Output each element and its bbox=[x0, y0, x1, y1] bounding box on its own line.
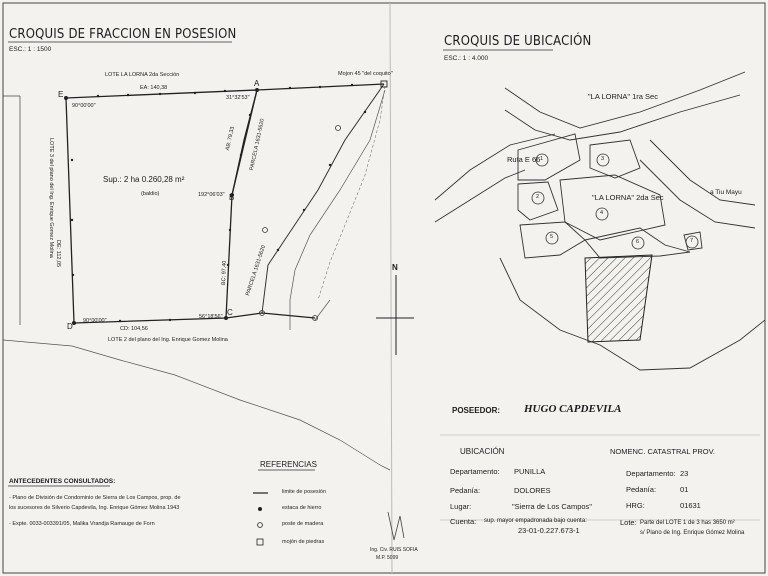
iron-stakes bbox=[64, 84, 366, 325]
ruta-label: Ruta E 66 bbox=[507, 155, 541, 164]
cuenta-num: 23-01-0.227.673-1 bbox=[518, 526, 580, 535]
right-title: CROQUIS DE UBICACIÓN bbox=[444, 34, 592, 49]
north-label: N bbox=[392, 263, 398, 272]
lot-6: 6 bbox=[636, 239, 640, 245]
baldio-label: (baldio) bbox=[141, 191, 160, 197]
tiu-label: a Tiu Mayu bbox=[710, 189, 742, 196]
lot-1: 1 bbox=[540, 156, 544, 162]
lot-2: 2 bbox=[536, 194, 540, 200]
lot-3: 3 bbox=[601, 156, 605, 162]
center-fold bbox=[390, 3, 392, 573]
right-scale: ESC.: 1 : 4.000 bbox=[444, 55, 489, 62]
referencias-title: REFERENCIAS bbox=[260, 460, 317, 469]
angle-c: 56°18'56" bbox=[199, 314, 223, 320]
signature-mark bbox=[388, 512, 404, 540]
nom-k0: Departamento: bbox=[626, 469, 676, 478]
north-arrow-icon bbox=[376, 275, 414, 355]
ubic-k2: Lugar: bbox=[450, 502, 472, 511]
ref-item-1: estaca de hierro bbox=[282, 505, 322, 511]
wooden-posts bbox=[260, 126, 341, 321]
lote-text: Parte del LOTE 1 de 3 has 3650 m² bbox=[640, 520, 735, 526]
vertex-b: B bbox=[229, 193, 235, 202]
south-lote-label: LOTE 2 del plano del Ing. Enrique Gomez Molina bbox=[108, 337, 228, 343]
poseedor-label: POSEEDOR: bbox=[452, 406, 501, 415]
side-ab: AB: 79,33 bbox=[225, 126, 236, 152]
lorna1-label: "LA LORNA" 1ra Sec bbox=[588, 92, 658, 101]
post-fence bbox=[262, 84, 384, 313]
vertex-e: E bbox=[58, 90, 64, 99]
ubic-v0: PUNILLA bbox=[514, 467, 546, 476]
nom-v1: 01 bbox=[680, 485, 689, 494]
signature-line-2: M.P. 5099 bbox=[376, 555, 399, 561]
antecedentes-title: ANTECEDENTES CONSULTADOS: bbox=[9, 478, 116, 485]
ref-item-2: poste de madera bbox=[282, 521, 324, 527]
ubic-v1: DOLORES bbox=[514, 486, 551, 495]
left-title: CROQUIS DE FRACCION EN POSESION bbox=[9, 27, 237, 42]
ubic-k0: Departamento: bbox=[450, 467, 500, 476]
north-lote-label: LOTE LA LORNA 2da Sección bbox=[105, 72, 180, 78]
nomenc-title: NOMENC. CATASTRAL PROV. bbox=[610, 447, 716, 456]
possession-boundary bbox=[66, 90, 257, 323]
side-ea: EA: 140,38 bbox=[140, 85, 168, 91]
mojon-label: Mojon 45 "del coquito" bbox=[338, 71, 393, 77]
angle-d: 90°00'00" bbox=[83, 318, 107, 324]
lot-7: 7 bbox=[690, 238, 694, 244]
antecedentes-line-3: - Expte. 0033-003391/05, Malika Vrandja Ramauge de Forn bbox=[9, 521, 155, 527]
ubicacion-title: UBICACIÓN bbox=[460, 447, 505, 456]
antecedentes-line-1: - Plano de División de Condominio de Sierra de Los Campos, prop. de bbox=[9, 495, 181, 501]
nom-k2: HRG: bbox=[626, 501, 645, 510]
side-bc: BC: 97,40 bbox=[221, 260, 228, 286]
ref-item-0: limite de posesión bbox=[282, 489, 327, 495]
signature-line-1: Ing. Civ. RUIS SOFIA bbox=[370, 547, 418, 553]
lot-5: 5 bbox=[550, 234, 554, 240]
west-lote-label: LOTE 3 del plano del Ing. Enrique Gomez Molina bbox=[48, 138, 54, 258]
angle-e: 90°00'00" bbox=[72, 103, 96, 109]
left-scale: ESC.: 1 : 1500 bbox=[9, 46, 52, 53]
hatched-parcel bbox=[585, 255, 652, 342]
angle-a: 31°32'53" bbox=[226, 95, 250, 101]
nom-v2: 01631 bbox=[680, 501, 701, 510]
parcela-label-1: PARCELA 1631-5620 bbox=[249, 118, 266, 172]
ubic-v3: sup. mayor empadronada bajo cuenta: bbox=[484, 518, 587, 524]
parcela-label-2: PARCELA 1631-5620 bbox=[245, 244, 268, 297]
area-label: Sup.: 2 ha 0.260,28 m² bbox=[103, 175, 185, 184]
lote-label: Lote: bbox=[620, 518, 637, 527]
ubic-v2: "Sierra de Los Campos" bbox=[512, 502, 592, 511]
ref-item-3: mojón de piedras bbox=[282, 539, 325, 545]
antecedentes-line-2: los sucesores de Silverio Capdevila, Ing. Enrique Gómez Molina 1943 bbox=[9, 505, 180, 511]
side-cd: CD: 104,56 bbox=[120, 326, 148, 332]
angle-b: 192°06'03" bbox=[198, 192, 225, 198]
vertex-d: D bbox=[67, 322, 73, 331]
vertex-a: A bbox=[254, 79, 260, 88]
side-de: DE: 112,05 bbox=[55, 240, 61, 268]
nom-v0: 23 bbox=[680, 469, 689, 478]
poseedor-name: HUGO CAPDEVILA bbox=[524, 403, 622, 415]
lorna2-label: "LA LORNA" 2da Sec bbox=[592, 193, 664, 202]
lot-4: 4 bbox=[600, 210, 604, 216]
ubic-k1: Pedanía: bbox=[450, 486, 481, 495]
lote-text-2: s/ Plano de Ing. Enrique Gómez Molina bbox=[640, 530, 745, 536]
ubic-k3: Cuenta: bbox=[450, 517, 477, 526]
vertex-c: C bbox=[227, 308, 233, 317]
lower-boundary bbox=[3, 337, 390, 470]
nom-k1: Pedanía: bbox=[626, 485, 657, 494]
